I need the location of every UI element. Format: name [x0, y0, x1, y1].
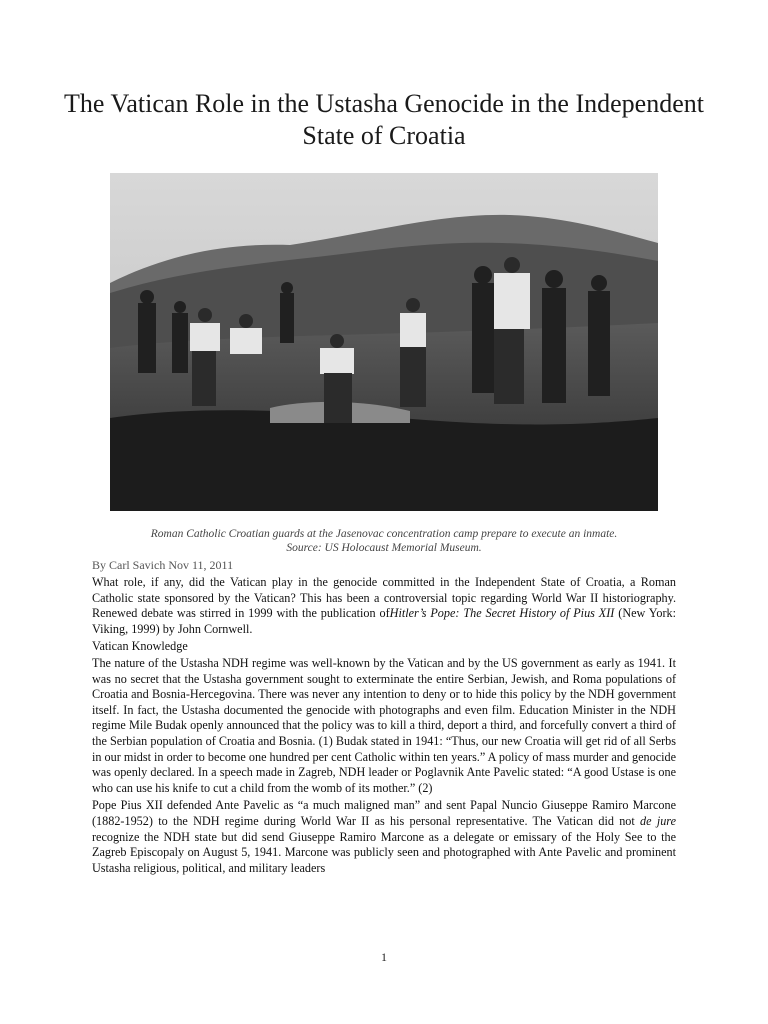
caption-line-2: Source: US Holocaust Memorial Museum. [286, 542, 482, 554]
page-number: 1 [381, 950, 387, 964]
document-title: The Vatican Role in the Ustasha Genocide in the Independent State of Croatia [64, 89, 704, 150]
paragraph-pius-text: Pope Pius XII defended Ante Pavelic as “a much maligned man” and sent Papal Nuncio Giuseppe Ramiro Marcone (1882-1952) to the NDH regime during World War II as his personal representative. The Vatican did not [92, 798, 676, 828]
paragraph-pius [92, 798, 676, 876]
article-body [92, 575, 676, 878]
caption-line-1: Roman Catholic Croatian guards at the Jasenovac concentration camp prepare to execute an inmate. [150, 528, 618, 540]
paragraph-intro-text: What role, if any, did the Vatican play in the genocide committed in the Independent State of Croatia, a Roman Catholic state sponsored by the Vatican? This has been a controversial topic regarding World War II historiography. Renewed debate was stirred in 1999 with the publication of [92, 575, 676, 621]
photo-illustration [110, 173, 658, 511]
book-title: Hitler’s Pope: The Secret History of Pius XII [389, 606, 615, 621]
paragraph-pius-tail: recognize the NDH state but did send Giuseppe Ramiro Marcone as a delegate or emissary of the Holy See to the Zagreb Episcopaly on August 5, 1941. Marcone was publicly seen and photographed with Ante Pavelic and prominent Ustasha religious, political, and military leaders [92, 829, 676, 875]
byline: By Carl Savich Nov 11, 2011 [92, 558, 234, 572]
paragraph-intro-tail: (New York: Viking, 1999) by John Cornwell. [92, 606, 676, 636]
section-heading: Vatican Knowledge [92, 639, 188, 654]
paragraph-knowledge: The nature of the Ustasha NDH regime was well-known by the Vatican and by the US government as early as 1941. It was no secret that the Ustasha government sought to exterminate the entire Serbian, Jewish, and Roma populations of Croatia and Bosnia-Hercegovina. There was never any intention to deny or to hide this policy by the NDH government itself. In fact, the Ustasha documented the genocide with photographs and even film. Education Minister in the NDH regime Mile Budak openly announced that the policy was to kill a third, deport a third, and forcefully convert a third of the Serbian population of Croatia and Bosnia. (1) Budak stated in 1941: “Thus, our new Croatia will get rid of all Serbs in our midst in order to become one hundred per cent Catholic within ten years.” A policy of mass murder and genocide was openly declared. In a speech made in Zagreb, NDH leader or Poglavnik Ante Pavelic stated: “A good Ustase is one who can use his knife to cut a child from the womb of its mother.” (2) [92, 655, 676, 795]
photo-caption [86, 527, 682, 555]
paragraph-intro [92, 575, 676, 637]
de-jure-term: de jure [640, 813, 677, 828]
historical-photo [110, 173, 658, 511]
